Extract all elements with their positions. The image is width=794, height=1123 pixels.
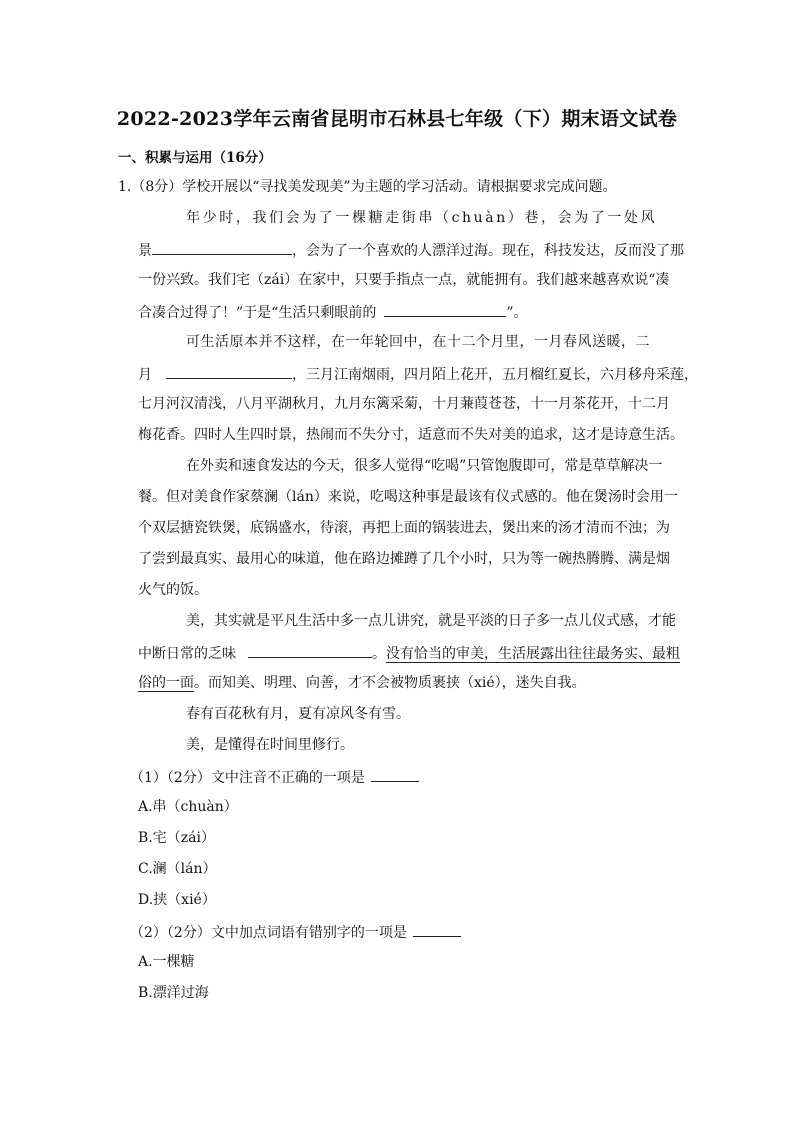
p2-line-4: 梅花香。四时人生四时景，热闹而不失分寸，适意而不失对美的追求，这才是诗意生活。 bbox=[138, 427, 684, 443]
option-d[interactable]: D.挟（xié） bbox=[138, 892, 216, 908]
p1-line-4-end: ”。 bbox=[506, 305, 528, 321]
p4-line-2-mid: 。 bbox=[372, 646, 386, 662]
p2-line-2 bbox=[138, 363, 698, 385]
answer-blank[interactable] bbox=[248, 642, 372, 658]
underlined-sentence: 没有恰当的审美，生活展露出往往最务实、最粗 bbox=[386, 646, 680, 662]
p1-line-2-end: ，会为了一个喜欢的人漂洋过海。现在，科技发达，反而没了那 bbox=[292, 243, 684, 259]
question-1-stem: 1.（8分）学校开展以“寻找美发现美”为主题的学习活动。请根据要求完成问题。 bbox=[118, 179, 617, 195]
p4-line-2-start: 中断日常的乏味 bbox=[138, 646, 236, 662]
p1-line-2-start: 景 bbox=[138, 243, 152, 259]
answer-blank[interactable] bbox=[166, 363, 292, 379]
sub-question-2-stem bbox=[130, 921, 461, 943]
option-a[interactable]: A.一棵糖 bbox=[138, 954, 195, 970]
p1-line-1: 年少时，我们会为了一棵糖走街串（chuàn）巷，会为了一处风 bbox=[186, 210, 658, 226]
answer-blank[interactable] bbox=[413, 921, 461, 937]
p3-line-3: 个双层搪瓷铁煲，底锅盛水，待滚，再把上面的锅装进去，煲出来的汤才清而不浊；为 bbox=[138, 520, 670, 536]
section-heading: 一、积累与运用（16分） bbox=[118, 150, 272, 166]
option-c[interactable]: C.澜（lán） bbox=[138, 861, 217, 877]
sub-question-2-text: （2）（2分）文中加点词语有错别字的一项是 bbox=[130, 925, 407, 941]
option-b[interactable]: B.漂洋过海 bbox=[138, 985, 209, 1001]
option-a[interactable]: A.串（chuàn） bbox=[138, 799, 238, 815]
p3-line-4: 了尝到最真实、最用心的味道，他在路边摊蹲了几个小时，只为等一碗热腾腾、满是烟 bbox=[138, 551, 670, 567]
p2-line-2-start: 月 bbox=[138, 367, 152, 383]
p1-line-4 bbox=[138, 301, 528, 323]
p4-line-1: 美，其实就是平凡生活中多一点儿讲究，就是平淡的日子多一点儿仪式感，才能 bbox=[186, 613, 676, 629]
p5-line: 春有百花秋有月，夏有凉风冬有雪。 bbox=[186, 706, 410, 722]
p2-line-1: 可生活原本并不这样，在一年轮回中，在十二个月里，一月春风送暖，二 bbox=[186, 334, 650, 350]
p6-line: 美，是懂得在时间里修行。 bbox=[186, 737, 354, 753]
sub-question-1-text: （1）（2分）文中注音不正确的一项是 bbox=[130, 770, 365, 786]
p1-line-4-start: 合凑合过得了！”于是“生活只剩眼前的 bbox=[138, 305, 377, 321]
answer-blank[interactable] bbox=[152, 239, 292, 255]
option-b[interactable]: B.宅（zái） bbox=[138, 830, 215, 846]
p3-line-5: 火气的饭。 bbox=[138, 582, 208, 598]
p3-line-2: 餐。但对美食作家蔡澜（lán）来说，吃喝这种事是最该有仪式感的。他在煲汤时会用一 bbox=[138, 489, 678, 505]
p4-line-3-rest: 。而知美、明理、向善，才不会被物质裹挟（xié），迷失自我。 bbox=[194, 675, 586, 691]
p4-line-2 bbox=[138, 642, 680, 664]
p2-line-2-end: ，三月江南烟雨，四月陌上花开，五月榴红夏长，六月移舟采莲， bbox=[292, 367, 698, 383]
p1-line-3: 一份兴致。我们宅（zái）在家中，只要手指点一点，就能拥有。我们越来越喜欢说“凑 bbox=[138, 272, 670, 288]
p4-line-3 bbox=[138, 673, 586, 693]
sub-question-1-stem bbox=[130, 766, 419, 788]
answer-blank[interactable] bbox=[371, 766, 419, 782]
p2-line-3: 七月河汉清浅，八月平湖秋月，九月东篱采菊，十月蒹葭苍苍，十一月茶花开，十二月 bbox=[138, 396, 670, 412]
answer-blank[interactable] bbox=[384, 301, 506, 317]
p3-line-1: 在外卖和速食发达的今天，很多人觉得“吃喝”只管饱腹即可，常是草草解决一 bbox=[186, 458, 663, 474]
underlined-sentence-end: 俗的一面 bbox=[138, 675, 194, 691]
page-title: 2022-2023学年云南省昆明市石林县七年级（下）期末语文试卷 bbox=[116, 108, 678, 130]
p1-line-2 bbox=[138, 239, 684, 261]
